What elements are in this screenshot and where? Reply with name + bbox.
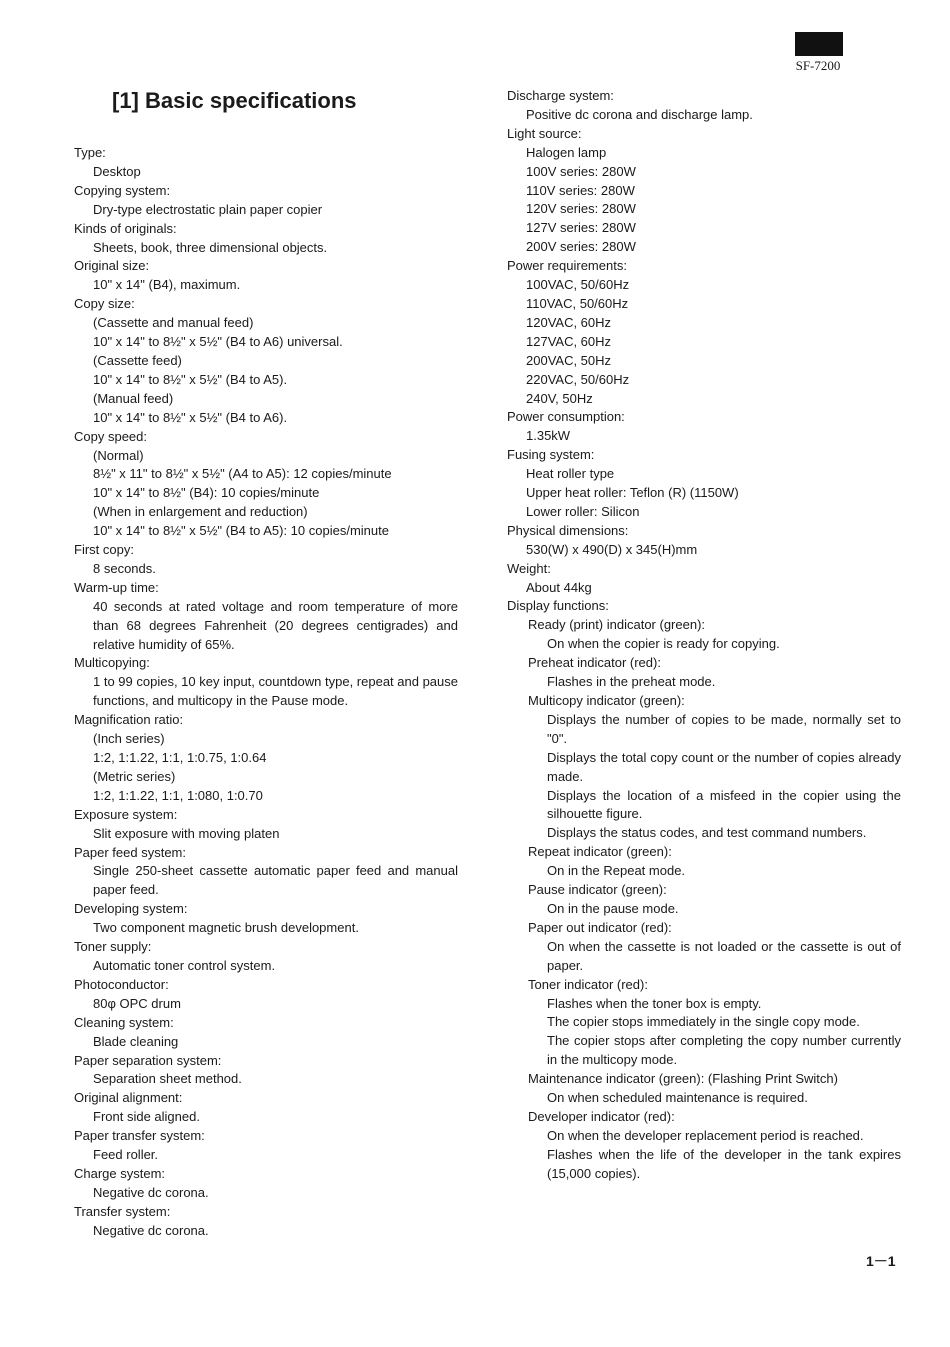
spec-item [74,806,458,844]
spec-item [507,125,901,257]
indicator-description: Displays the location of a misfeed in the copier using the silhouette figure. [547,787,901,822]
spec-item [74,579,458,655]
spec-value: 127V series: 280W [526,220,636,236]
indicator-description: Displays the number of copies to be made, normally set to "0". [547,711,901,746]
spec-value: 8 seconds. [93,560,156,576]
section-marker-tab [795,32,843,56]
spec-label: Original alignment: [74,1090,183,1106]
spec-label: Paper separation system: [74,1052,222,1068]
spec-label: Display functions: [507,598,609,614]
spec-label: Kinds of originals: [74,220,177,236]
indicator-name: Preheat indicator (red): [528,655,661,671]
spec-value: 120V series: 280W [526,201,636,217]
spec-value: 240V, 50Hz [526,390,593,406]
spec-label: Copy size: [74,296,135,312]
spec-value: Sheets, book, three dimensional objects. [93,239,328,255]
spec-label: Charge system: [74,1165,166,1181]
indicator-name: Ready (print) indicator (green): [528,617,706,633]
spec-value: 1 to 99 copies, 10 key input, countdown type, repeat and pause functions, and multicopy in the Pause mode. [93,674,458,709]
spec-label: Physical dimensions: [507,522,629,538]
spec-value: 10" x 14" to 8½" x 5½" (B4 to A6) universal. [93,334,343,350]
spec-item [507,522,901,560]
spec-value: 10" x 14" to 8½" x 5½" (B4 to A5): 10 copies/minute [93,523,389,539]
spec-label: Power requirements: [507,258,627,274]
spec-value: 10" x 14" (B4), maximum. [93,277,241,293]
spec-value: Feed roller. [93,1147,159,1163]
spec-value: Slit exposure with moving platen [93,825,280,841]
spec-value: (Cassette and manual feed) [93,315,254,331]
spec-value: 110VAC, 50/60Hz [526,295,629,311]
spec-label: First copy: [74,542,134,558]
spec-value: 200VAC, 50Hz [526,352,612,368]
model-number: SF-7200 [795,58,841,73]
spec-label: Exposure system: [74,806,178,822]
spec-value: 40 seconds at rated voltage and room temperature of more than 68 degrees Fahrenheit (20 degrees centigrades) and relative humidity of 65%. [93,598,458,652]
indicator-name: Toner indicator (red): [528,976,648,992]
spec-value: (Normal) [93,447,144,463]
spec-label: Light source: [507,125,582,141]
spec-value: (Metric series) [93,768,176,784]
indicator-description: On in the pause mode. [547,900,679,916]
spec-value: 530(W) x 490(D) x 345(H)mm [526,541,698,557]
spec-item [74,257,458,295]
spec-label: Power consumption: [507,409,625,425]
spec-item [74,1127,458,1165]
spec-value: Blade cleaning [93,1033,179,1049]
spec-label: Developing system: [74,901,188,917]
indicator-name: Maintenance indicator (green): (Flashing Print Switch) [528,1071,838,1087]
spec-label: Original size: [74,258,150,274]
spec-value: 10" x 14" to 8½" x 5½" (B4 to A6). [93,409,288,425]
spec-value: 100VAC, 50/60Hz [526,277,630,293]
spec-value: 10" x 14" to 8½" (B4): 10 copies/minute [93,485,320,501]
spec-label: Warm-up time: [74,579,159,595]
indicator-name: Pause indicator (green): [528,882,667,898]
spec-value: Front side aligned. [93,1109,200,1125]
spec-value: (Manual feed) [93,390,174,406]
indicator-name: Paper out indicator (red): [528,919,672,935]
spec-label: Paper feed system: [74,844,186,860]
specs-left-column [74,144,458,1241]
indicator-description: The copier stops after completing the copy number currently in the multicopy mode. [547,1033,901,1068]
spec-item [74,428,458,541]
spec-item [507,560,901,598]
spec-value: 220VAC, 50/60Hz [526,371,630,387]
spec-item [74,220,458,258]
indicator-description: Displays the total copy count or the number of copies already made. [547,749,901,784]
spec-value: Upper heat roller: Teflon (R) (1150W) [526,485,739,501]
indicator-description: The copier stops immediately in the single copy mode. [547,1014,860,1030]
indicator-description: Flashes when the toner box is empty. [547,995,762,1011]
spec-value: About 44kg [526,579,592,595]
spec-value: Desktop [93,163,141,179]
indicator-description: On when scheduled maintenance is required. [547,1090,808,1106]
spec-value: Automatic toner control system. [93,957,276,973]
spec-item [74,541,458,579]
spec-value: (When in enlargement and reduction) [93,504,308,520]
spec-value: Lower roller: Silicon [526,503,640,519]
spec-value: 8½" x 11" to 8½" x 5½" (A4 to A5): 12 copies/minute [93,466,392,482]
spec-value: Negative dc corona. [93,1222,209,1238]
spec-item [507,87,901,125]
display-functions [507,597,901,1183]
spec-label: Copying system: [74,182,171,198]
spec-item [507,408,901,446]
spec-value: Positive dc corona and discharge lamp. [526,106,753,122]
page-title: [1] Basic specifications [112,88,357,113]
spec-value: Halogen lamp [526,144,607,160]
spec-value: Separation sheet method. [93,1071,242,1087]
spec-value: Dry-type electrostatic plain paper copier [93,201,323,217]
spec-value: 10" x 14" to 8½" x 5½" (B4 to A5). [93,371,288,387]
indicator-description: Flashes in the preheat mode. [547,674,716,690]
spec-value: 100V series: 280W [526,163,636,179]
spec-item [74,295,458,427]
spec-value: 127VAC, 60Hz [526,333,612,349]
spec-label: Toner supply: [74,939,152,955]
spec-value: 120VAC, 60Hz [526,314,612,330]
spec-value: 1:2, 1:1.22, 1:1, 1:080, 1:0.70 [93,787,263,803]
spec-item [74,654,458,711]
spec-item [74,1203,458,1241]
indicator-name: Developer indicator (red): [528,1108,675,1124]
indicator-name: Multicopy indicator (green): [528,693,685,708]
spec-item [507,446,901,522]
page-number: 1－1 [866,1253,896,1269]
spec-label: Type: [74,145,106,160]
spec-value: 110V series: 280W [526,182,635,198]
spec-value: 1.35kW [526,428,571,444]
spec-item [74,900,458,938]
spec-label: Copy speed: [74,428,147,444]
spec-item [74,1052,458,1090]
spec-value: 80φ OPC drum [93,995,181,1011]
spec-item [74,844,458,901]
spec-item [74,711,458,806]
spec-value: Two component magnetic brush development. [93,920,359,936]
spec-item [74,1089,458,1127]
spec-label: Transfer system: [74,1203,171,1219]
spec-item [74,976,458,1014]
indicator-description: Displays the status codes, and test command numbers. [547,825,867,841]
specs-right-column [507,87,901,1184]
indicator-description: Flashes when the life of the developer in the tank expires (15,000 copies). [547,1146,901,1181]
spec-item [507,257,901,408]
spec-value: Heat roller type [526,466,615,482]
indicator-description: On when the developer replacement period is reached. [547,1127,864,1143]
indicator-description: On in the Repeat mode. [547,863,686,879]
spec-label: Multicopying: [74,655,150,671]
spec-label: Photoconductor: [74,976,169,992]
spec-item [74,182,458,220]
indicator-description: On when the cassette is not loaded or the cassette is out of paper. [547,938,901,973]
spec-value: (Inch series) [93,731,165,747]
spec-value: 200V series: 280W [526,239,636,255]
spec-label: Magnification ratio: [74,712,184,728]
spec-label: Cleaning system: [74,1014,174,1030]
indicator-description: On when the copier is ready for copying. [547,636,780,652]
spec-value: Negative dc corona. [93,1184,209,1200]
spec-item [74,1165,458,1203]
spec-value: (Cassette feed) [93,352,182,368]
spec-label: Fusing system: [507,447,595,463]
spec-item [74,1014,458,1052]
spec-item [74,144,458,182]
spec-label: Paper transfer system: [74,1128,205,1144]
spec-label: Discharge system: [507,88,614,103]
spec-value: Single 250-sheet cassette automatic paper feed and manual paper feed. [93,863,458,898]
spec-value: 1:2, 1:1.22, 1:1, 1:0.75, 1:0.64 [93,750,267,765]
spec-label: Weight: [507,560,551,576]
indicator-name: Repeat indicator (green): [528,844,672,860]
spec-item [74,938,458,976]
